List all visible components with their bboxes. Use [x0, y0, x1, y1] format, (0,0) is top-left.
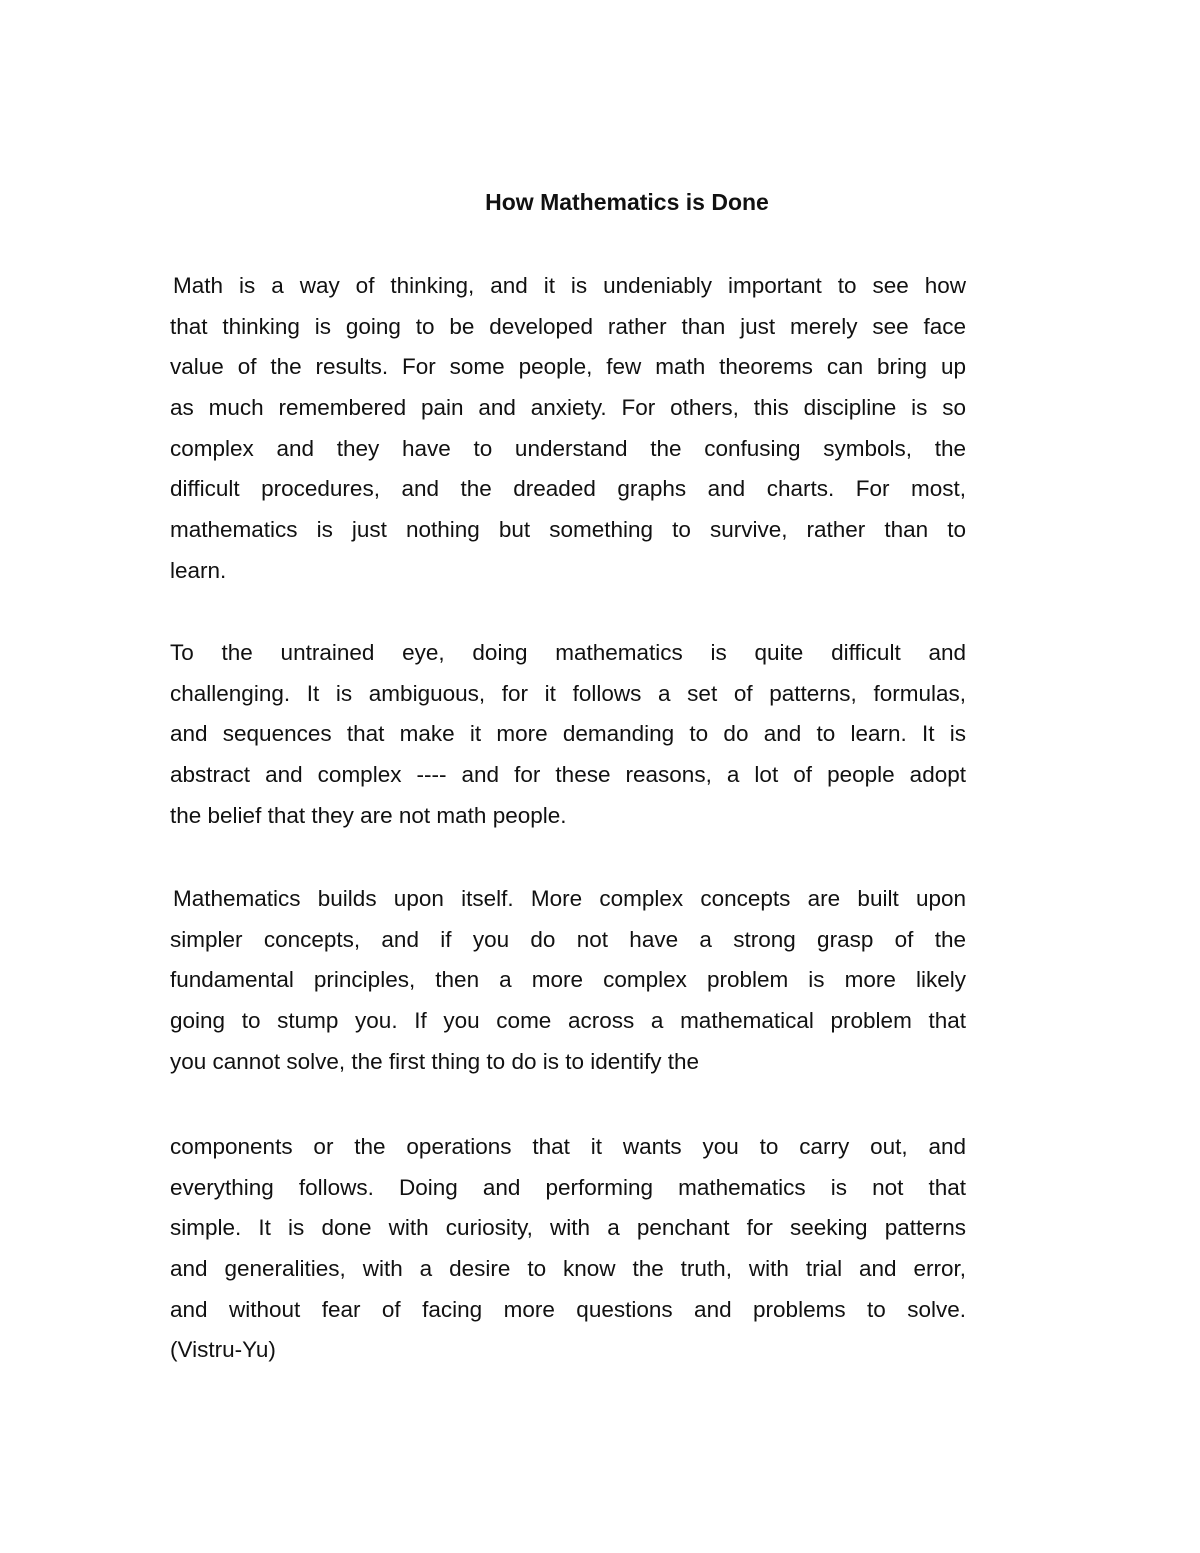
paragraph-line: everything follows. Doing and performing mathematics is not that — [170, 1174, 966, 1200]
paragraph-line: simple. It is done with curiosity, with a penchant for seeking patterns — [170, 1215, 966, 1241]
paragraph-2 — [170, 633, 966, 836]
paragraph-1 — [170, 266, 966, 592]
paragraph-line: that thinking is going to be developed rather than just merely see face — [170, 313, 966, 339]
paragraph-line: learn. — [170, 557, 227, 583]
paragraph-line: going to stump you. If you come across a mathematical problem that — [170, 1008, 966, 1034]
paragraph-line: mathematics is just nothing but something to survive, rather than to — [170, 517, 966, 543]
paragraph-line: simpler concepts, and if you do not have a strong grasp of the — [170, 926, 966, 952]
paragraph-line: complex and they have to understand the confusing symbols, the — [170, 435, 966, 461]
paragraph-line: fundamental principles, then a more complex problem is more likely — [170, 967, 966, 993]
document-title: How Mathematics is Done — [485, 189, 769, 215]
paragraph-line: and generalities, with a desire to know the truth, with trial and error, — [170, 1256, 966, 1282]
paragraph-line: and without fear of facing more questions and problems to solve. — [170, 1296, 966, 1322]
citation: (Vistru-Yu) — [170, 1337, 276, 1363]
paragraph-3 — [170, 879, 966, 1082]
paragraph-line: difficult procedures, and the dreaded graphs and charts. For most, — [170, 476, 966, 502]
paragraph-line: abstract and complex ---- and for these reasons, a lot of people adopt — [170, 762, 966, 788]
paragraph-line: you cannot solve, the first thing to do is to identify the — [170, 1048, 700, 1074]
paragraph-line: and sequences that make it more demanding to do and to learn. It is — [170, 721, 966, 747]
paragraph-line: components or the operations that it wants you to carry out, and — [170, 1134, 966, 1159]
paragraph-4 — [170, 1127, 966, 1371]
paragraph-line: Mathematics builds upon itself. More complex concepts are built upon — [173, 886, 966, 911]
paragraph-line: To the untrained eye, doing mathematics is quite difficult and — [170, 640, 966, 665]
paragraph-line: the belief that they are not math people. — [170, 802, 567, 828]
paragraph-line: challenging. It is ambiguous, for it follows a set of patterns, formulas, — [170, 680, 966, 706]
paragraph-line: value of the results. For some people, few math theorems can bring up — [170, 354, 966, 380]
paragraph-line: as much remembered pain and anxiety. For others, this discipline is so — [170, 395, 966, 421]
paragraph-line: Math is a way of thinking, and it is undeniably important to see how — [173, 273, 966, 298]
